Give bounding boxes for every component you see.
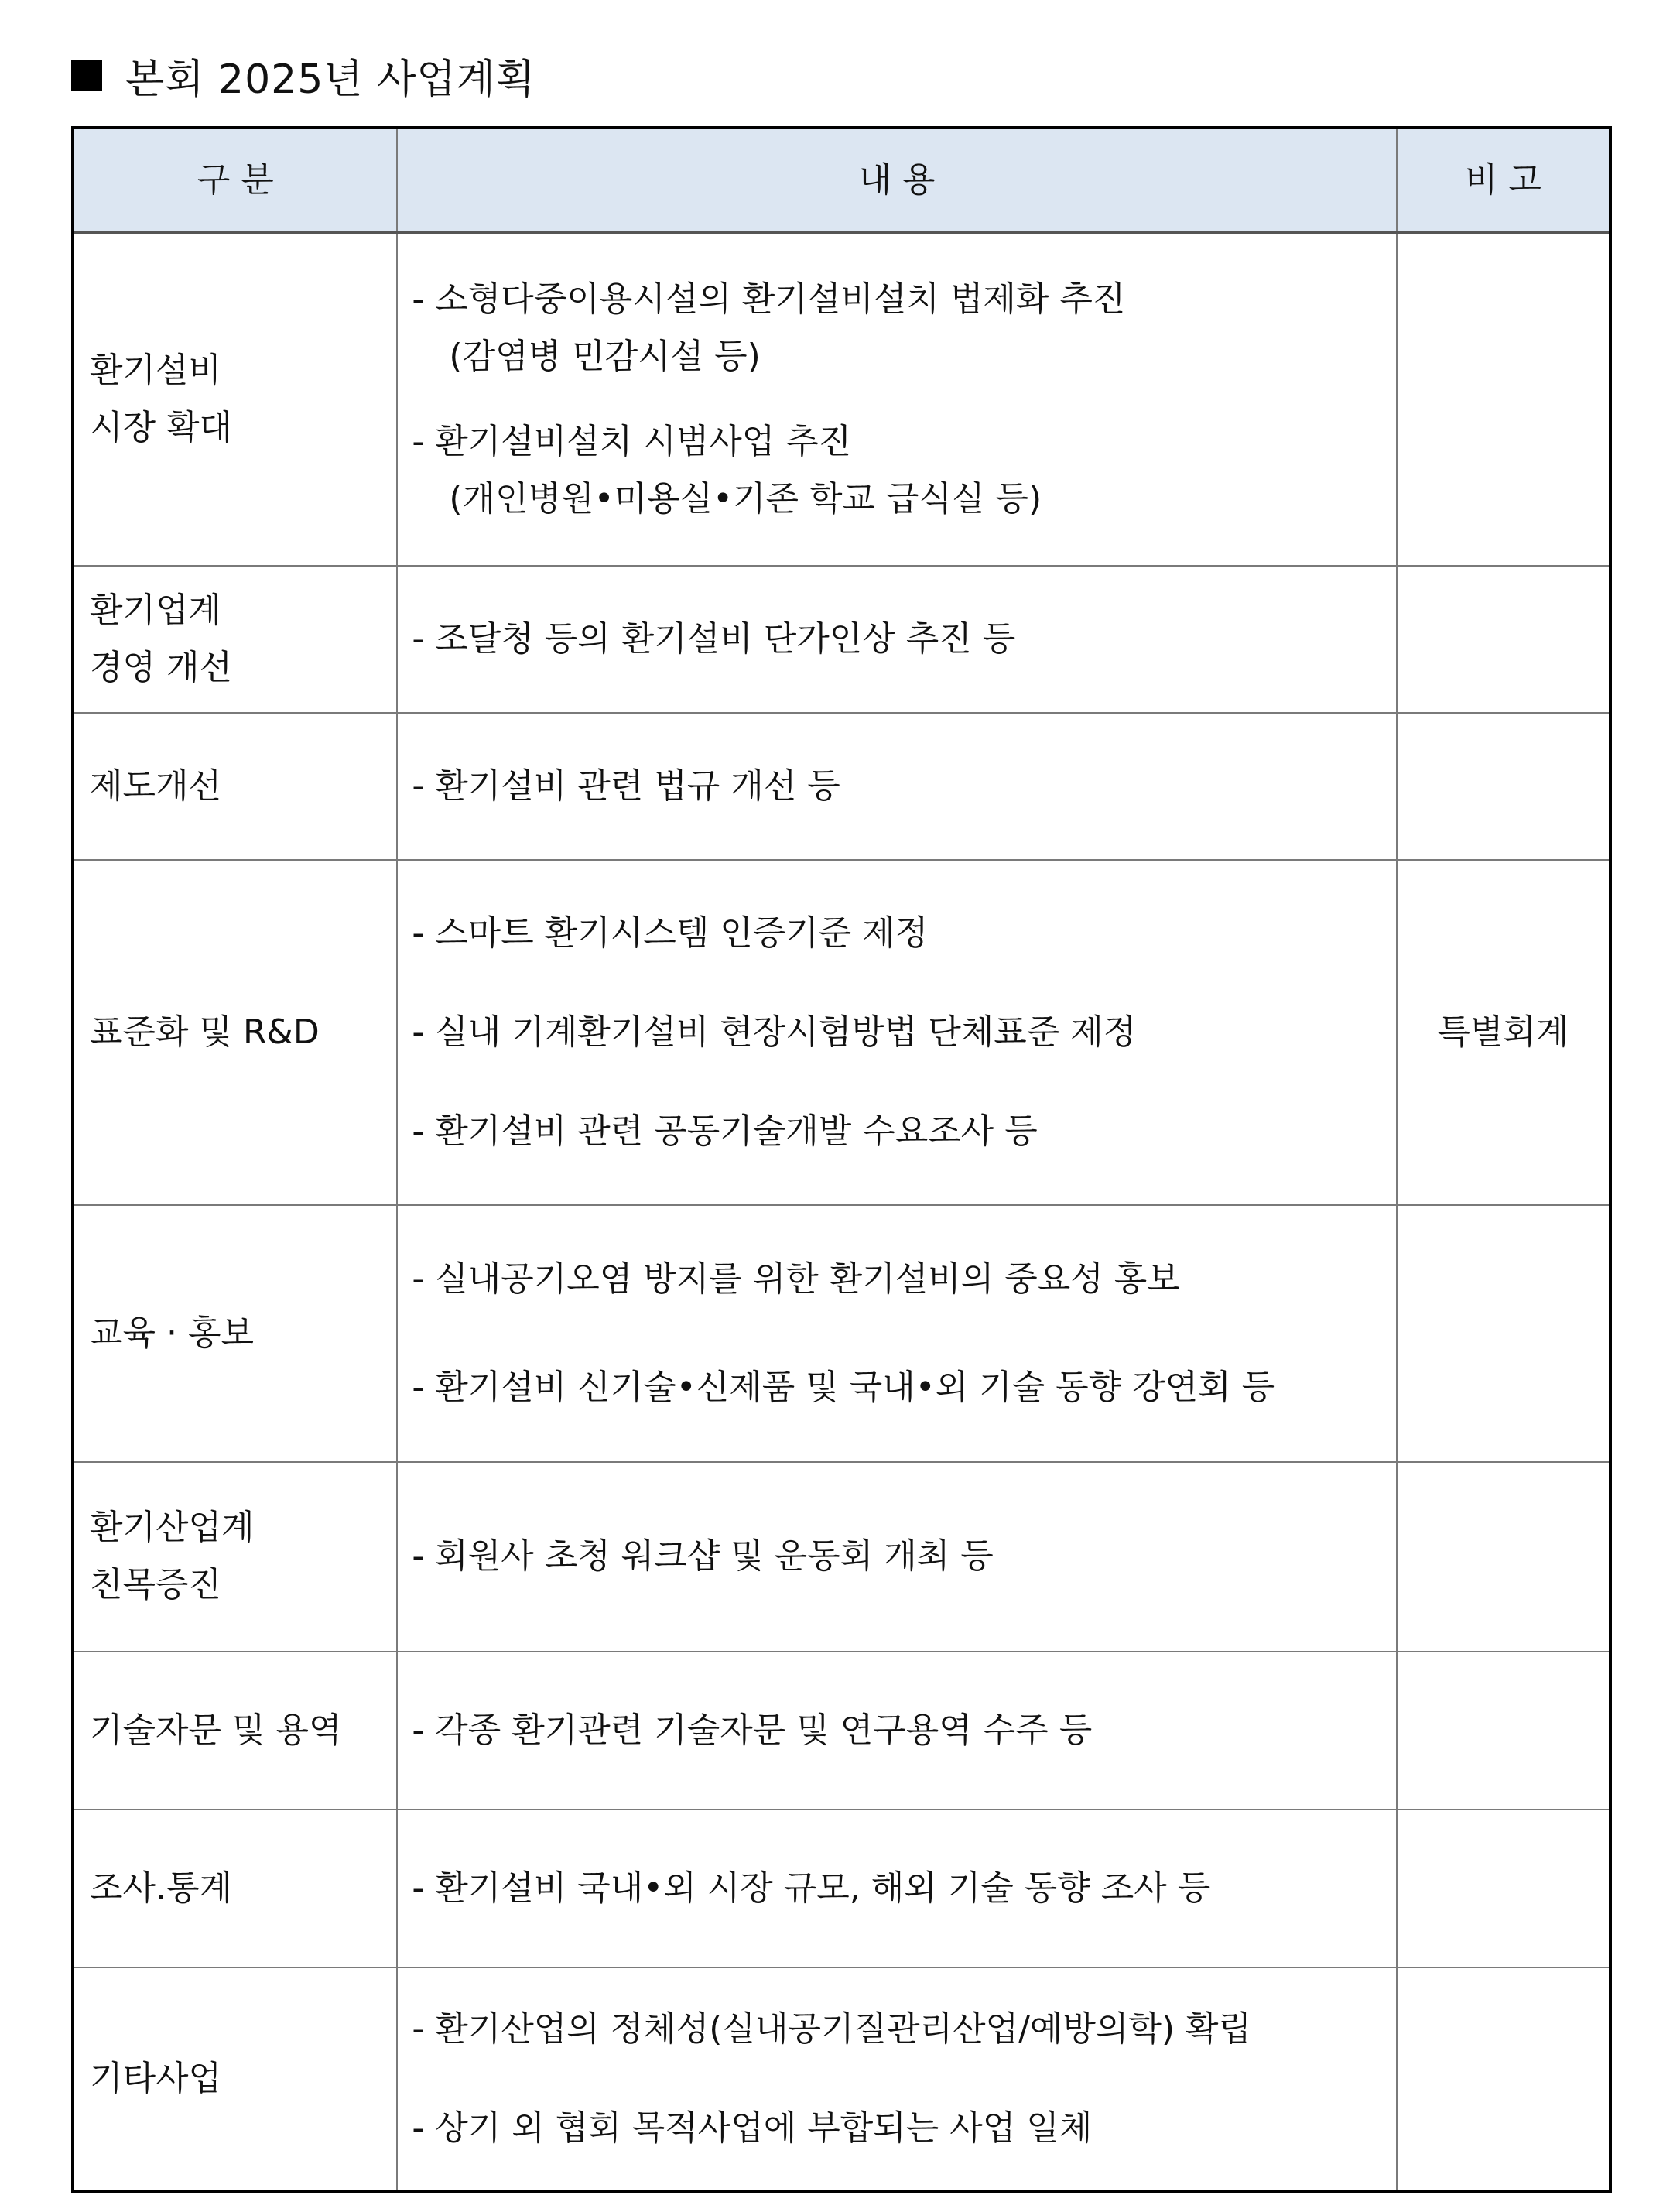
table-row bbox=[73, 566, 1610, 713]
column-header-content: 내 용 bbox=[397, 128, 1396, 233]
row-content bbox=[397, 860, 1396, 1205]
row-category bbox=[73, 860, 397, 1205]
category-line: 환기설비 bbox=[90, 350, 222, 390]
row-note bbox=[1397, 1652, 1610, 1810]
row-category bbox=[73, 1652, 397, 1810]
content-item: - 각종 환기관련 기술자문 및 연구용역 수주 등 bbox=[412, 1710, 1093, 1750]
content-item: - 스마트 환기시스템 인증기준 제정 bbox=[412, 913, 929, 953]
table-row bbox=[73, 1967, 1610, 2192]
row-content bbox=[397, 566, 1396, 713]
row-note bbox=[1397, 713, 1610, 860]
row-note bbox=[1397, 1205, 1610, 1462]
row-category bbox=[73, 713, 397, 860]
row-content bbox=[397, 1810, 1396, 1967]
category-line: 기술자문 및 용역 bbox=[90, 1710, 342, 1750]
table-row bbox=[73, 1462, 1610, 1652]
content-item: - 환기산업의 정체성(실내공기질관리산업/예방의학) 확립 bbox=[412, 2009, 1252, 2049]
row-note: 특별회계 bbox=[1397, 860, 1610, 1205]
row-content bbox=[397, 1967, 1396, 2192]
row-content bbox=[397, 713, 1396, 860]
page-title bbox=[71, 48, 535, 102]
row-note bbox=[1397, 1462, 1610, 1652]
content-item: - 환기설비 관련 법규 개선 등 bbox=[412, 765, 840, 806]
row-note bbox=[1397, 566, 1610, 713]
row-content bbox=[397, 233, 1396, 566]
page-title-text: 본회 2025년 사업계획 bbox=[125, 56, 536, 103]
category-line: 친목증진 bbox=[90, 1565, 222, 1604]
category-line: 교육 · 홍보 bbox=[90, 1313, 254, 1353]
category-line: 경영 개선 bbox=[90, 647, 233, 687]
table-row bbox=[73, 1205, 1610, 1462]
business-plan-table bbox=[71, 126, 1612, 2193]
table-header-row bbox=[73, 128, 1610, 233]
table-row bbox=[73, 860, 1610, 1205]
category-line: 환기산업계 bbox=[90, 1508, 255, 1547]
content-item: - 소형다중이용시설의 환기설비설치 법제화 추진 bbox=[412, 279, 1126, 319]
row-note bbox=[1397, 1810, 1610, 1967]
table-row bbox=[73, 233, 1610, 566]
table-row bbox=[73, 1652, 1610, 1810]
content-item: - 환기설비 신기술•신제품 및 국내•외 기술 동향 강연회 등 bbox=[412, 1367, 1275, 1407]
content-item: - 조달청 등의 환기설비 단가인상 추진 등 bbox=[412, 618, 1016, 659]
category-line: 제도개선 bbox=[90, 765, 222, 806]
column-header-category: 구 분 bbox=[73, 128, 397, 233]
row-category bbox=[73, 233, 397, 566]
row-category bbox=[73, 1810, 397, 1967]
content-item-detail: (개인병원•미용실•기존 학교 급식실 등) bbox=[449, 478, 1042, 519]
content-item: - 실내공기오염 방지를 위한 환기설비의 중요성 홍보 bbox=[412, 1258, 1180, 1299]
row-content bbox=[397, 1205, 1396, 1462]
category-line: 환기업계 bbox=[90, 590, 222, 630]
column-header-note: 비 고 bbox=[1397, 128, 1610, 233]
content-item: - 환기설비 국내•외 시장 규모, 해외 기술 동향 조사 등 bbox=[412, 1868, 1211, 1908]
square-bullet-icon bbox=[71, 60, 102, 91]
row-note bbox=[1397, 233, 1610, 566]
row-category bbox=[73, 1462, 397, 1652]
content-item-detail: (감염병 민감시설 등) bbox=[449, 336, 761, 376]
row-note bbox=[1397, 1967, 1610, 2192]
table-row bbox=[73, 1810, 1610, 1967]
content-item: - 회원사 초청 워크샵 및 운동회 개최 등 bbox=[412, 1536, 994, 1576]
category-line: 조사.통계 bbox=[90, 1868, 233, 1908]
table-row bbox=[73, 713, 1610, 860]
row-category bbox=[73, 1205, 397, 1462]
category-line: 표준화 및 R&D bbox=[90, 1012, 320, 1052]
content-item: - 환기설비 관련 공동기술개발 수요조사 등 bbox=[412, 1111, 1038, 1151]
row-category bbox=[73, 566, 397, 713]
row-content bbox=[397, 1462, 1396, 1652]
category-line: 기타사업 bbox=[90, 2059, 222, 2098]
content-item: - 실내 기계환기설비 현장시험방법 단체표준 제정 bbox=[412, 1012, 1137, 1052]
row-category bbox=[73, 1967, 397, 2192]
row-content bbox=[397, 1652, 1396, 1810]
category-line: 시장 확대 bbox=[90, 407, 233, 447]
content-item: - 환기설비설치 시범사업 추진 bbox=[412, 421, 852, 461]
content-item: - 상기 외 협회 목적사업에 부합되는 사업 일체 bbox=[412, 2108, 1093, 2148]
